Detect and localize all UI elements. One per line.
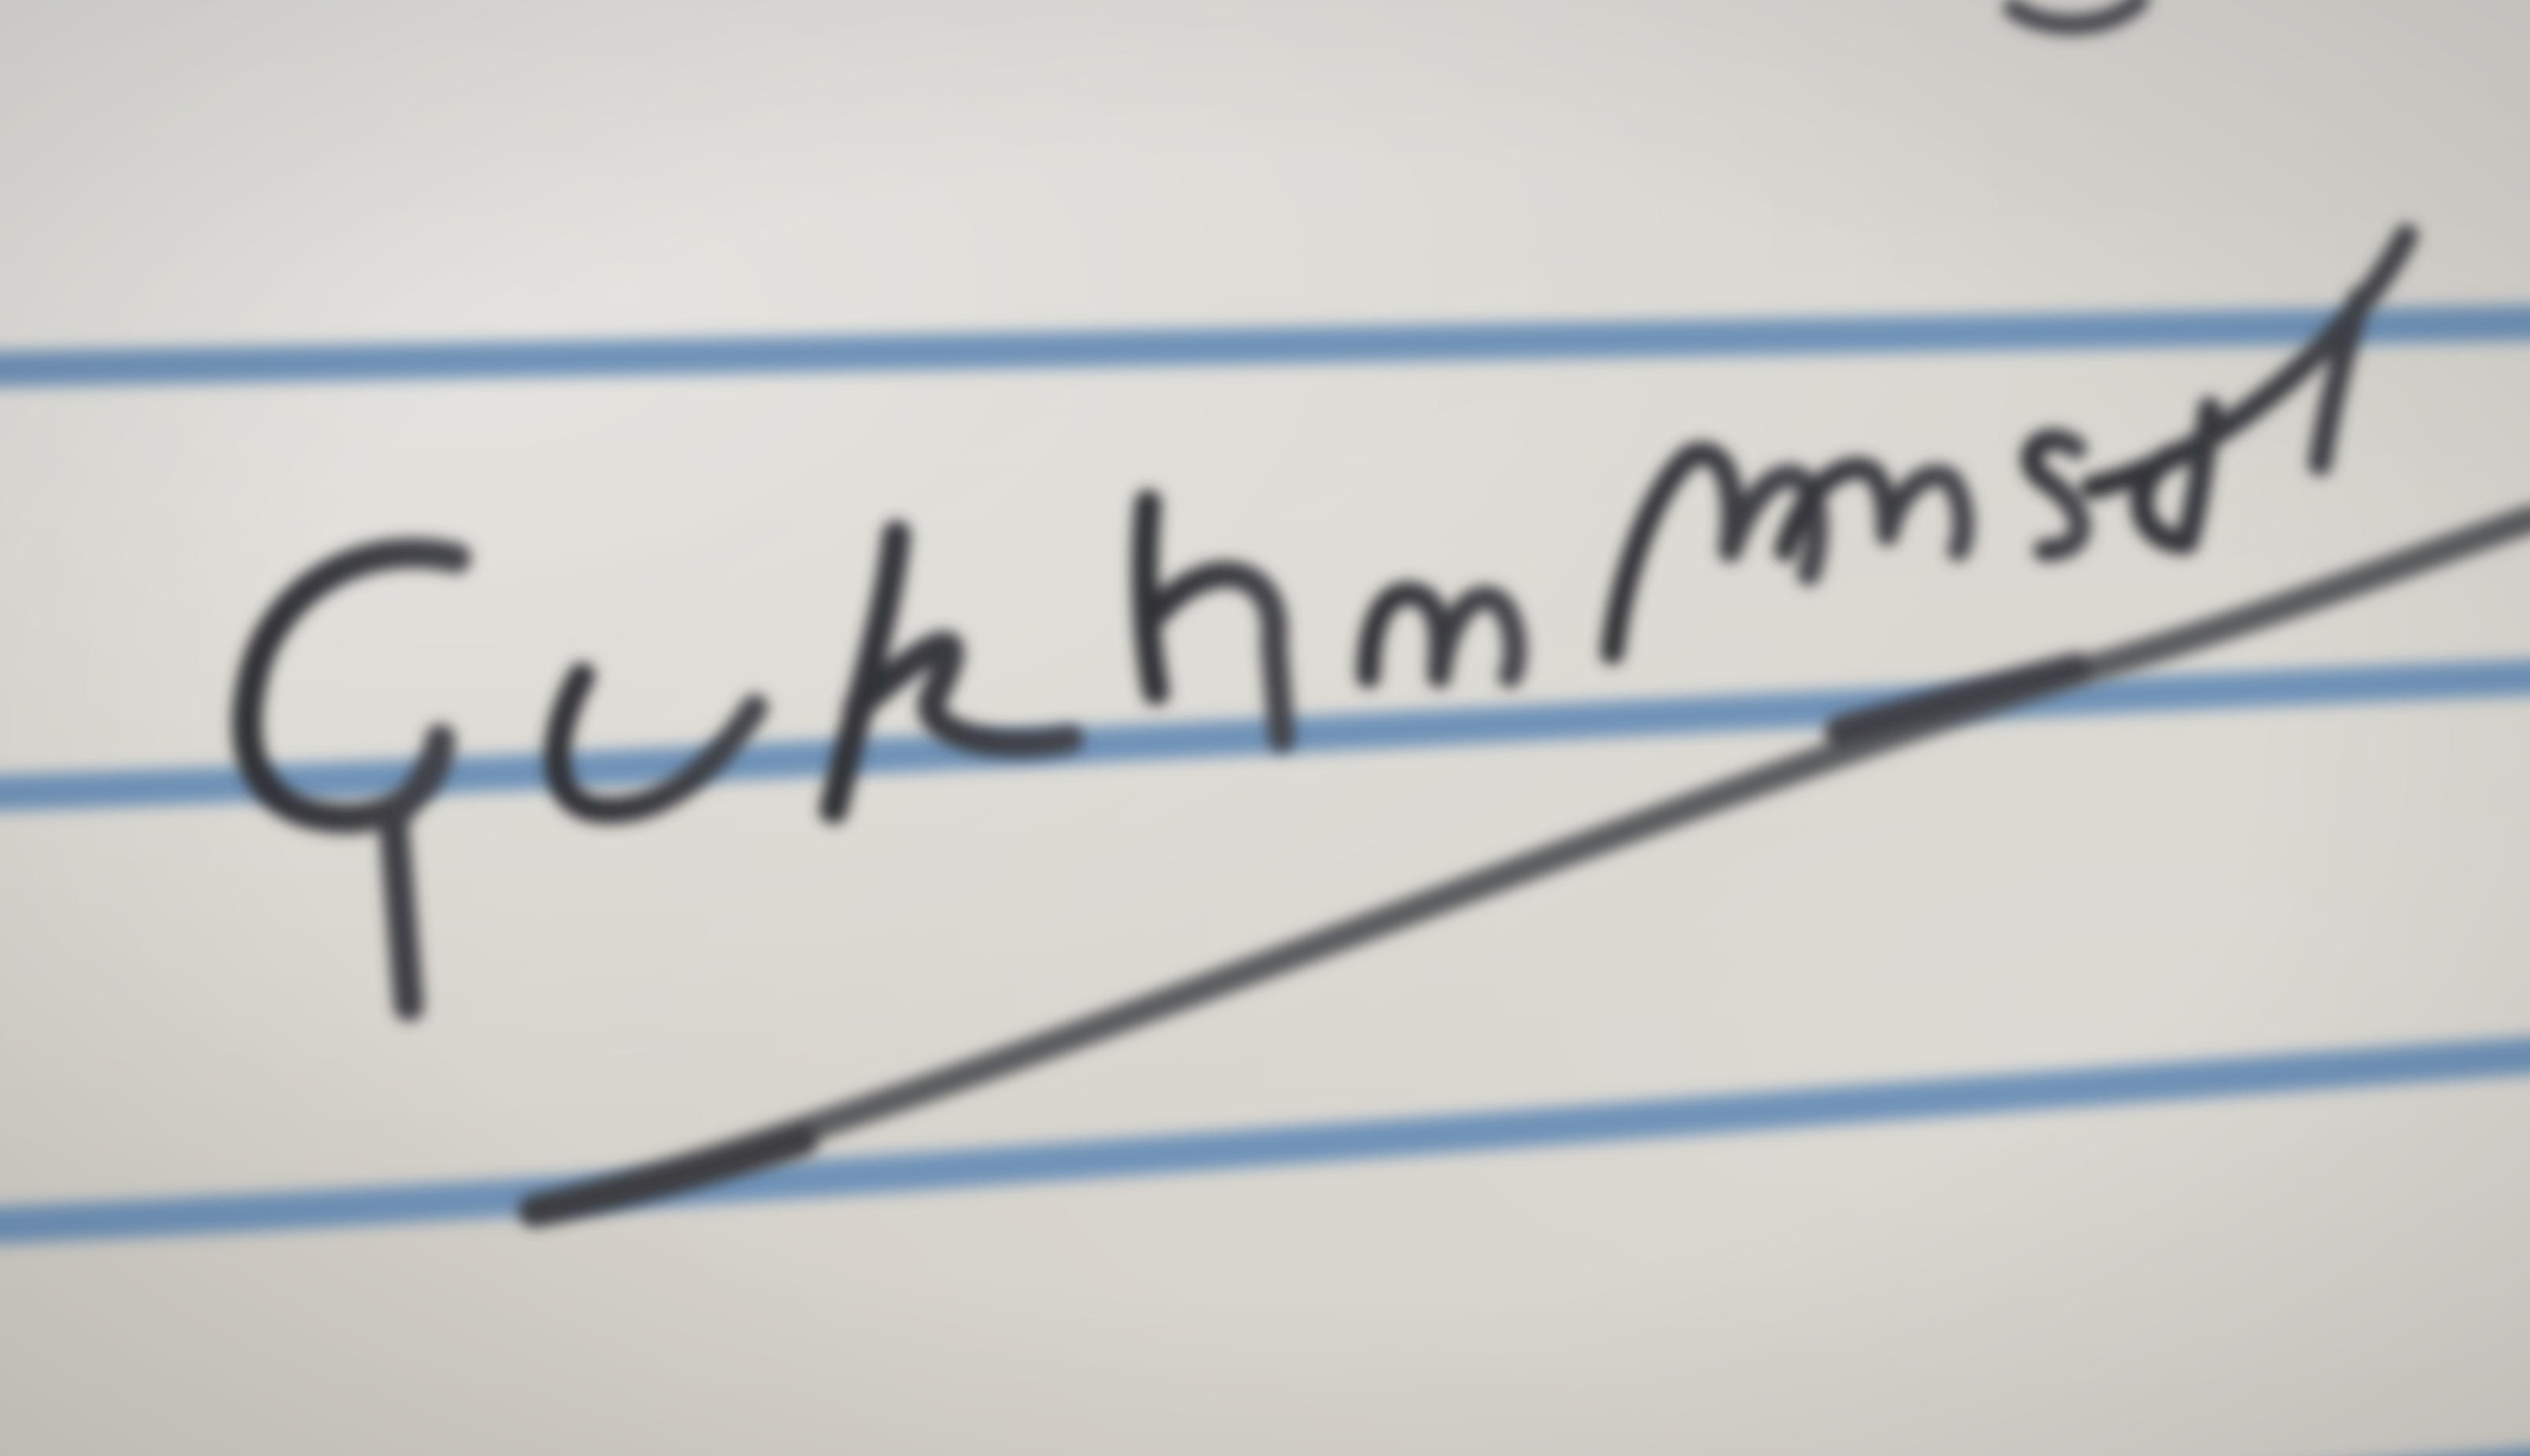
- rule-line-1: [0, 322, 2530, 370]
- rule-line-3: [0, 1053, 2530, 1226]
- signature-letter-u: [558, 676, 755, 811]
- signature-letter-s: [2031, 439, 2080, 550]
- stray-ink-mark: [2013, 0, 2139, 24]
- signature-letter-n: [1145, 503, 1282, 739]
- signature-underline: [543, 519, 2530, 1207]
- signature: [247, 0, 2530, 1211]
- signature-letter-m1: [1368, 594, 1515, 676]
- signature-letter-t: [2092, 236, 2407, 542]
